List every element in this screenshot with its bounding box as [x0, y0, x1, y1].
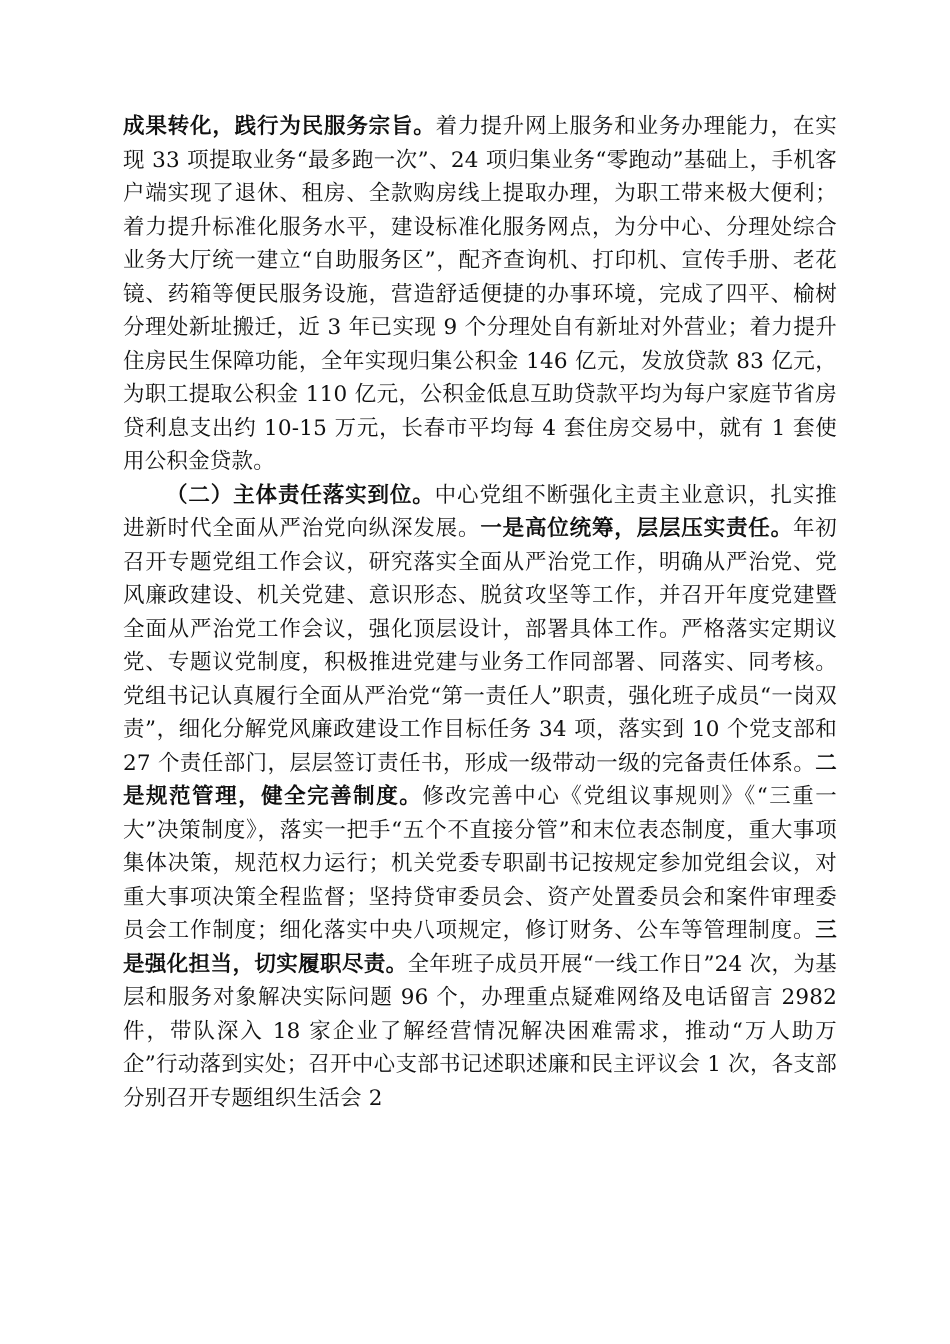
body-text: 年初召开专题党组工作会议，研究落实全面从严治党工作，明确从严治党、党风廉政建设、机关党建、意识形态、脱贫攻坚等工作，并召开年度党建暨全面从严治党工作会议，强化顶层设计，部署具体工作。严格落实定期议党、专题议党制度，积极推进党建与业务工作同部署、同落实、同考核。党组书记认真履行全面从严治党“第一责任人”职责，强化班子成员“一岗双责”，细化分解党风廉政建设工作目标任务 34 项，落实到 10 个党支部和 27 个责任部门，层层签订责任书，形成一级带动一级的完备责任体系。	[123, 516, 838, 776]
point-two-heading: 二是规范管理，健全完善制度。	[123, 750, 837, 809]
point-one-heading: 一是高位统筹，层层压实责任。	[480, 516, 793, 541]
section-heading: （二）主体责任落实到位。	[166, 482, 435, 508]
body-text: 全年班子成员开展“一线工作日”24 次，为基层和服务对象解决实际问题 96 个，办理重点疑难网络及电话留言 2982 件，带队深入 18 家企业了解经营情况解决困难需求，推动“万人助万企”行动落到实处；召开中心支部书记述职述廉和民主评议会 1 次，各支部分别召开专题组织生活会 2	[123, 951, 837, 1111]
body-text: 中心党组不断强化主责主业意识，扎实推进新时代全面从严治党向纵深发展。	[123, 482, 837, 541]
point-three-heading: 三是强化担当，切实履职尽责。	[123, 918, 837, 977]
paragraph-achievements	[123, 110, 837, 479]
paragraph-responsibility	[123, 479, 837, 1116]
body-text: 着力提升网上服务和业务办理能力，在实现 33 项提取业务“最多跑一次”、24 项归集业务“零跑动”基础上，手机客户端实现了退休、租房、全款购房线上提取办理，为职工带来极大便利；着力提升标准化服务水平，建设标准化服务网点，为分中心、分理处综合业务大厅统一建立“自助服务区”，配齐查询机、打印机、宣传手册、老花镜、药箱等便民服务设施，营造舒适便捷的办事环境，完成了四平、榆树分理处新址搬迁，近 3 年已实现 9 个分理处自有新址对外营业；着力提升住房民生保障功能，全年实现归集公积金 146 亿元，发放贷款 83 亿元，为职工提取公积金 110 亿元，公积金低息互助贷款平均为每户家庭节省房贷利息支出约 10-15 万元，长春市平均每 4 套住房交易中，就有 1 套使用公积金贷款。	[123, 114, 837, 474]
document-page	[123, 110, 837, 1115]
body-text: 修改完善中心《党组议事规则》《“三重一大”决策制度》，落实一把手“五个不直接分管”和末位表态制度，重大事项集体决策，规范权力运行；机关党委专职副书记按规定参加党组会议，对重大事项决策全程监督；坚持贷审委员会、资产处置委员会和案件审理委员会工作制度；细化落实中央八项规定，修订财务、公车等管理制度。	[123, 784, 837, 943]
bold-heading-text: 成果转化，践行为民服务宗旨。	[123, 114, 436, 139]
